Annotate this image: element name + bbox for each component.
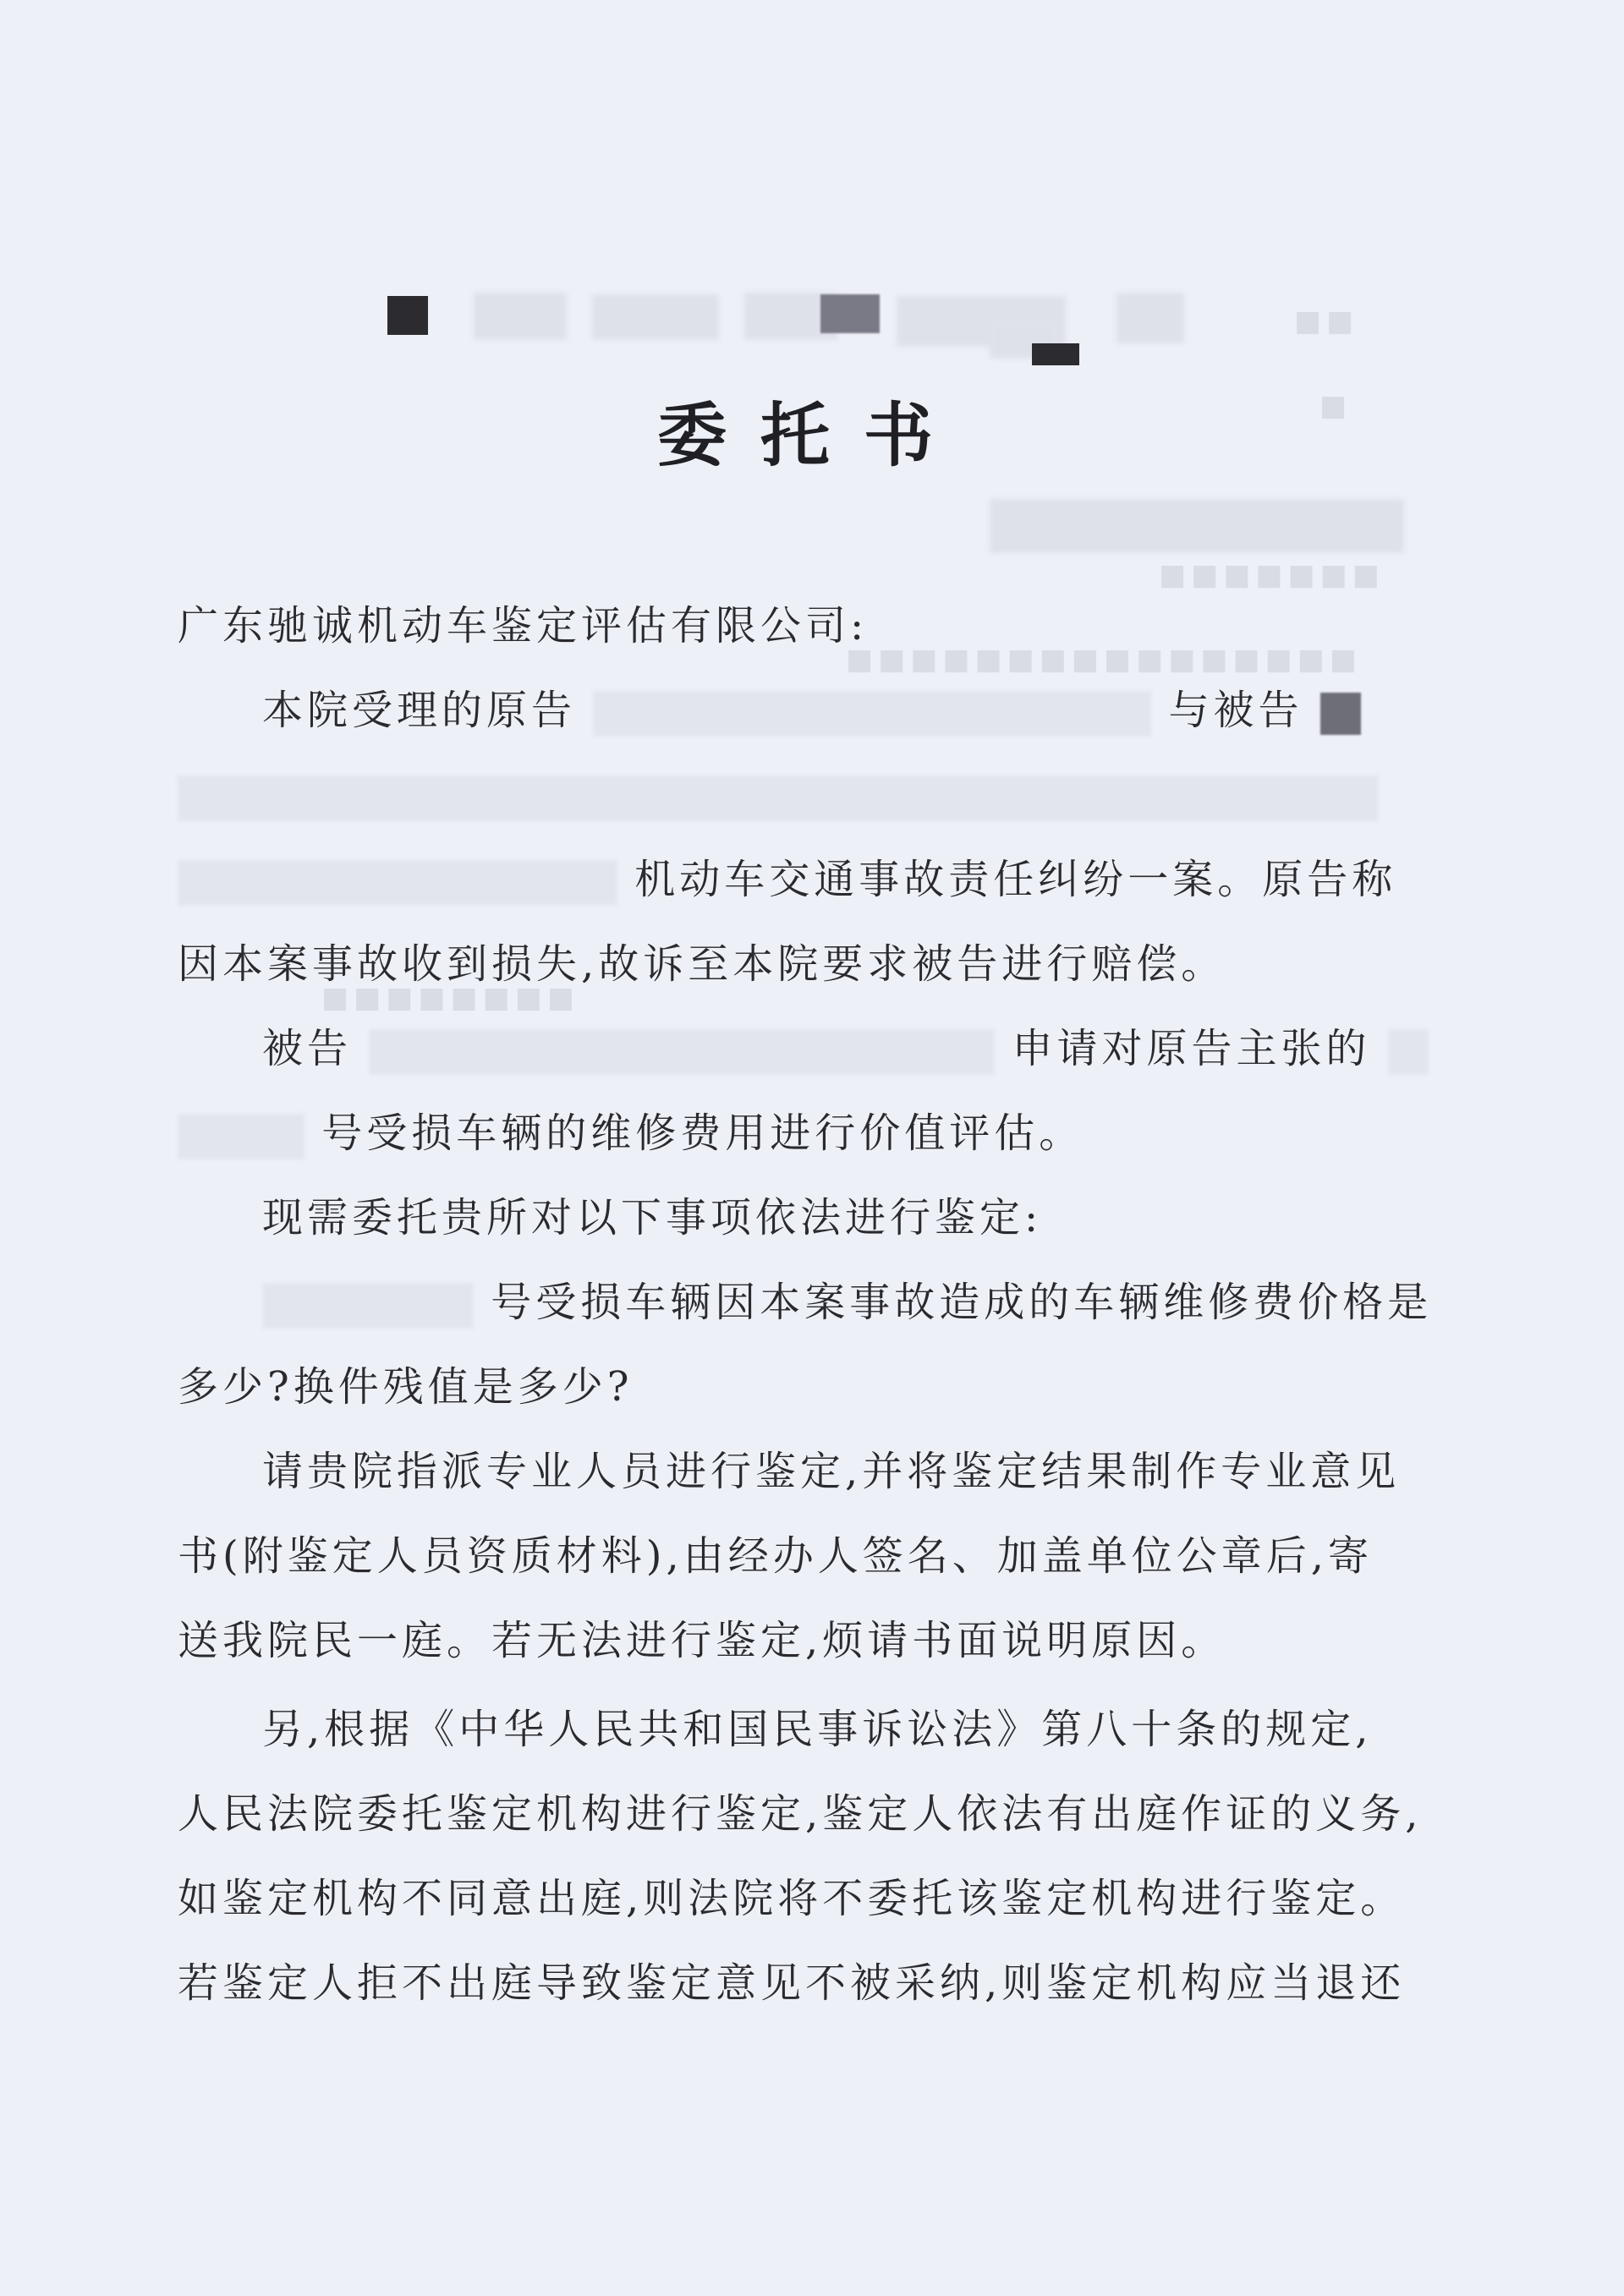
plate-number-redacted <box>178 1114 304 1159</box>
paragraph-6-line-1: 另,根据《中华人民共和国民事诉讼法》第八十条的规定, <box>262 1706 1373 1753</box>
paragraph-1-line-3 <box>178 854 1396 906</box>
document-title: 委托书 <box>656 395 967 476</box>
defendant-name-redacted <box>369 1029 995 1075</box>
plate-number-redacted <box>262 1283 474 1329</box>
defendant-details-redacted <box>178 775 1379 821</box>
text-segment: 号受损车辆因本案事故造成的车辆维修费价格是 <box>491 1279 1433 1326</box>
show-through-mark: ■ <box>1320 389 1352 423</box>
show-through-mark: ■■ <box>1294 304 1359 338</box>
case-number-redacted <box>990 499 1404 553</box>
paragraph-6-line-4: 若鉴定人拒不出庭导致鉴定意见不被采纳,则鉴定机构应当退还 <box>178 1959 1406 2007</box>
paragraph-2-line-1 <box>262 1023 1429 1075</box>
paragraph-1-line-2 <box>178 770 1379 821</box>
text-segment: 申请对原告主张的 <box>1012 1025 1371 1072</box>
show-through-mark: ■■■■■■■■■■■■■■■■ <box>846 643 1362 677</box>
paragraph-5-line-1: 请贵院指派专业人员进行鉴定,并将鉴定结果制作专业意见 <box>262 1448 1401 1495</box>
show-through-mark: ■■■■■■■ <box>1159 558 1385 592</box>
plate-number-redacted <box>1388 1029 1429 1075</box>
defendant-name-redacted <box>1320 693 1361 735</box>
paragraph-6-line-2: 人民法院委托鉴定机构进行鉴定,鉴定人依法有出庭作证的义务, <box>178 1790 1423 1838</box>
defendant-details-redacted <box>178 860 617 906</box>
paragraph-2-line-2 <box>178 1108 1084 1159</box>
paragraph-4-line-2: 多少?换件残值是多少? <box>178 1363 634 1411</box>
paragraph-5-line-3: 送我院民一庭。若无法进行鉴定,烦请书面说明原因。 <box>178 1617 1226 1664</box>
court-name-redacted <box>355 286 1218 362</box>
paragraph-5-line-2: 书(附鉴定人员资质材料),由经办人签名、加盖单位公章后,寄 <box>178 1532 1373 1580</box>
text-segment: 本院受理的原告 <box>262 687 577 734</box>
paragraph-1-line-1 <box>262 685 1361 737</box>
text-segment: 机动车交通事故责任纠纷一案。原告称 <box>634 856 1397 903</box>
paragraph-3-line-1: 现需委托贵所对以下事项依法进行鉴定: <box>262 1194 1043 1241</box>
text-segment: 与被告 <box>1168 687 1303 734</box>
show-through-mark: ■■■■■■■■ <box>321 981 579 1015</box>
paragraph-1-line-4: 因本案事故收到损失,故诉至本院要求被告进行赔偿。 <box>178 940 1226 988</box>
plaintiff-name-redacted <box>593 691 1151 737</box>
paragraph-6-line-3: 如鉴定机构不同意出庭,则法院将不委托该鉴定机构进行鉴定。 <box>178 1875 1406 1922</box>
text-segment: 被告 <box>262 1025 353 1072</box>
text-segment: 号受损车辆的维修费用进行价值评估。 <box>321 1110 1084 1157</box>
addressee: 广东驰诚机动车鉴定评估有限公司: <box>178 602 869 649</box>
paragraph-4-line-1 <box>262 1277 1432 1329</box>
